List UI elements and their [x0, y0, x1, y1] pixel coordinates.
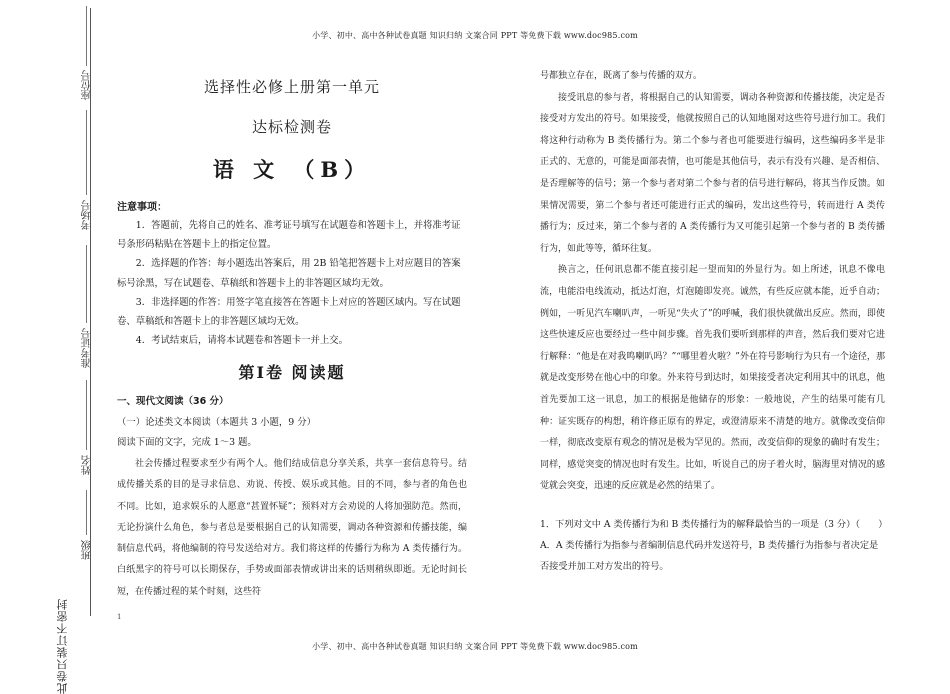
binding-blank-class: [86, 490, 87, 535]
question-1: [540, 514, 888, 577]
header-banner: 小学、初中、高中各种试卷真题 知识归纳 文案合同 PPT 等免费下载 www.doc985.com: [312, 31, 638, 40]
binding-label-exam-id: 准考证号: [82, 328, 93, 368]
passage-paragraph: 换言之，任何讯息都不能直接引起一望而知的外显行为。如上所述，讯息不像电流，电能沿电线流动，抵达灯泡，灯泡随即发亮。诚然，有些反应就本能，近乎自动；例如，一听见汽车喇叭声，一听见“失火了”的呼喊，我们很快就做出反应。然而，即使这些快速反应也要经过一些中间步骤。首先我们要听到那样的声音，然后我们要对它进行解释：“他是在对我鸣喇叭吗？”“哪里着火啦？”外在符号影响行为只有一个途径，那就是改变形势在他心中的印象。外来符号到达时，如果接受者决定利用其中的讯息，他首先要加工这一讯息，加工的根据是他储存的形象：一般地说，产生的结果可能有几种：证实既存的构想，稍许修正原有的界定，或澄清原来不清楚的地方。就像改变信仰一样，彻底改变原有观念的情况是极为罕见的。然而，改变信仰的现象的确时有发生；同样，感觉突变的情况也时有发生。比如，听说自己的房子着火时，脑海里对情况的感觉就会突变，迅速的反应就是必然的结果了。: [540, 265, 885, 492]
binding-label-name: 姓名: [82, 455, 93, 475]
passage-paragraph: 接受讯息的参与者，将根据自己的认知需要，调动各种资源和传播技能，决定是否接受对方发出的符号。如果接受，他就按照自己的认知地图对这些符号进行加工。我们将这种行动称为 B 类传播行为。第二个参与者也可能要进行编码，这些编码多半是非正式的、无意的，可能是面部表情，也可能是其他信号，表示有没有兴趣、是否相信、是否理解等的信号；第一个参与者对第二个参与者的信号进行解码，将其当作反馈。如果情况需要，第二个参与者还可能进行正式的编码，发出这些符号，转而进行 A 类传播行为；反过来，第二个参与者的 A 类传播行为又可能引起第一个参与者的 B 类传播行为，如此等等，循环往复。: [540, 92, 885, 254]
question-option-a: A．A 类传播行为指参与者编制信息代码并发送符号，B 类传播行为指参与者决定是否接受并加工对方发出的符号。: [540, 540, 879, 572]
binding-label-room: 考场号: [82, 200, 93, 230]
notice-item: 3．非选择题的作答：用签字笔直接答在答题卡上对应的答题区域内。写在试题卷、草稿纸和答题卡上的非答题区域均无效。: [117, 296, 461, 328]
subpart-heading: （一）论述类文本阅读（本题共 3 小题，9 分）: [117, 417, 316, 428]
section-title: 第Ⅰ卷 阅读题: [238, 363, 346, 382]
exam-title-unit: 选择性必修上册第一单元: [203, 78, 380, 96]
passage-right: [540, 66, 885, 498]
notice-item: 2．选择题的作答：每小题选出答案后，用 2B 铅笔把答题卡上对应题目的答案标号涂黑，写在试题卷、草稿纸和答题卡上的非答题区域均无效。: [117, 258, 461, 289]
reading-instruction: 阅读下面的文字，完成 1～3 题。: [117, 437, 257, 448]
binding-blank-name: [86, 380, 87, 450]
passage-left: [117, 454, 467, 603]
page-tick: 1: [117, 613, 122, 621]
notice-heading: 注意事项：: [117, 202, 167, 213]
binding-label-class: 班级: [82, 540, 93, 560]
exam-title-subject: 语 文 （B）: [212, 157, 372, 182]
seal-notice: 此卷只装订不密封: [56, 598, 69, 694]
footer-banner: 小学、初中、高中各种试卷真题 知识归纳 文案合同 PPT 等免费下载 www.doc985.com: [312, 642, 638, 651]
notice-item: 1．答题前，先将自己的姓名、准考证号填写在试题卷和答题卡上，并将准考证号条形码粘贴在答题卡上的指定位置。: [117, 220, 461, 251]
binding-label-seat: 座位号: [82, 70, 93, 100]
part-heading: 一、现代文阅读（36 分）: [117, 396, 229, 407]
passage-paragraph: 号都独立存在，既离了参与传播的双方。: [540, 71, 703, 81]
notice-item: 4．考试结束后，请将本试题卷和答题卡一并上交。: [135, 335, 349, 347]
passage-paragraph: 社会传播过程要求至少有两个人。他们结成信息分享关系，共享一套信息符号。结成传播关系的目的是寻求信息、劝说、传授、娱乐或其他。目的不同，参与者的角色也不同。比如，追求娱乐的人愿意“甚置怀疑”；预料对方会劝说的人将加强防范。然而，无论扮演什么角色，参与者总是要根据自己的认知需要，调动各种资源和传播技能，编制信息代码，将他编制的符号发送给对方。我们将这样的传播行为称为 A 类传播行为。白纸黑字的符号可以长期保存，手势或面部表情或讲出来的话则稍纵即逝。无论时间长短，在传播过程的某个时刻，这些符: [117, 459, 467, 597]
exam-title-test: 达标检测卷: [251, 118, 332, 136]
question-stem: 1．下列对文中 A 类传播行为和 B 类传播行为的解释最恰当的一项是（3 分）（ ）: [540, 519, 888, 530]
binding-blank-room: [86, 110, 87, 195]
binding-blank-exam-id: [86, 245, 87, 323]
notice-list: [117, 216, 467, 350]
binding-blank-seat: [86, 6, 87, 66]
